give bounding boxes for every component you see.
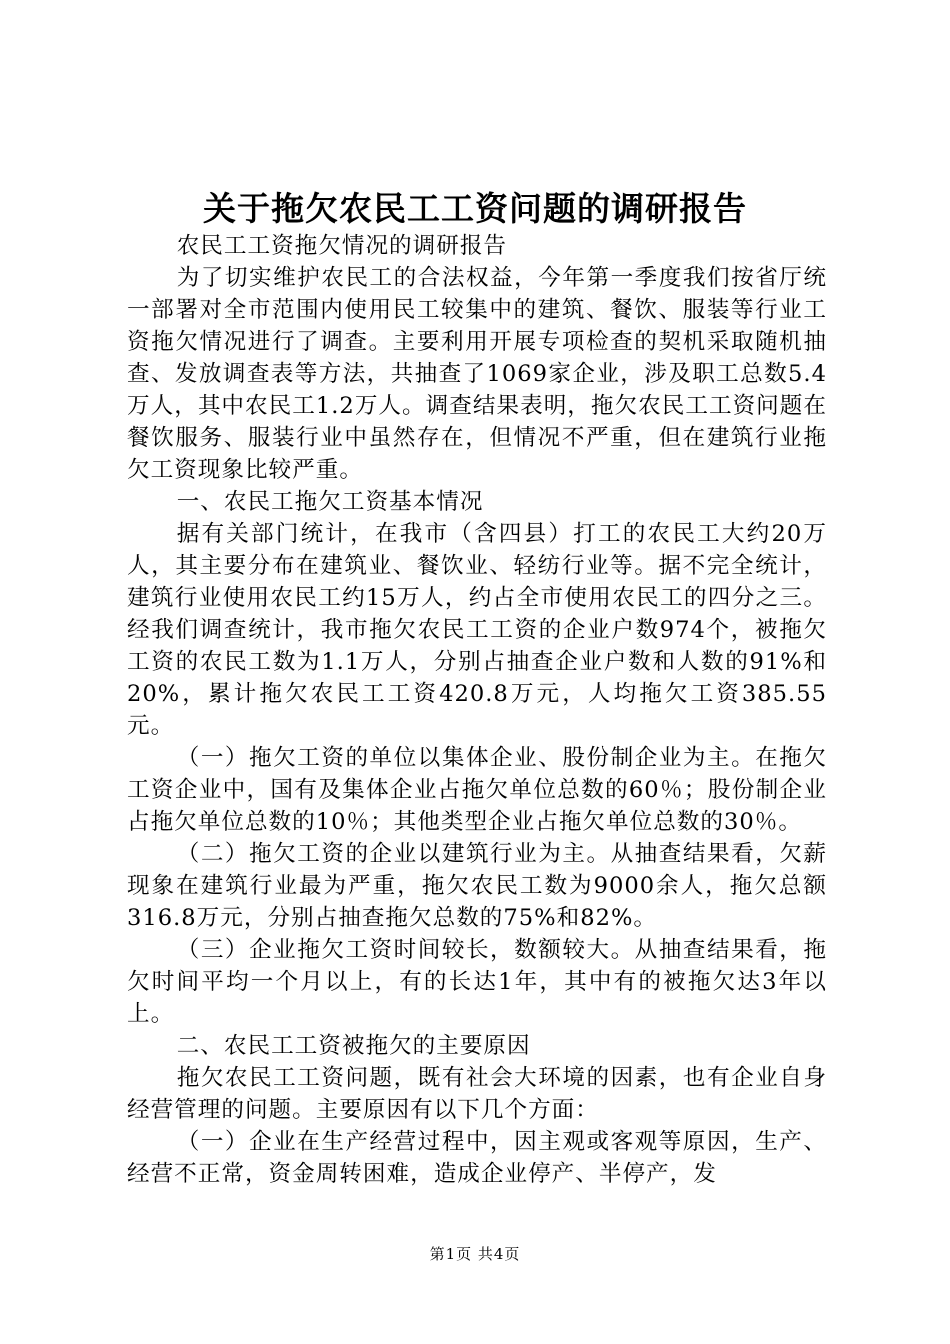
body-paragraph: 据有关部门统计，在我市（含四县）打工的农民工大约20万人，其主要分布在建筑业、餐饮业、轻纺行业等。据不完全统计，建筑行业使用农民工约15万人，约占全市使用农民工的四分之三。经我们调查统计，我市拖欠农民工工资的企业户数974个，被拖欠工资的农民工数为1.1万人，分别占抽查企业户数和人数的91%和20%，累计拖欠农民工工资420.8万元，人均拖欠工资385.55元。 <box>127 521 827 739</box>
document-title: 关于拖欠农民工工资问题的调研报告 <box>203 189 747 228</box>
subtitle-paragraph: 农民工工资拖欠情况的调研报告 <box>176 233 508 259</box>
section-heading-2: 二、农民工工资被拖欠的主要原因 <box>176 1033 531 1059</box>
page-footer: 第1页 共4页 <box>429 1245 521 1263</box>
section-heading-1: 一、农民工拖欠工资基本情况 <box>176 489 484 515</box>
body-paragraph: （三）企业拖欠工资时间较长，数额较大。从抽查结果看，拖欠时间平均一个月以上，有的长达1年，其中有的被拖欠达3年以上。 <box>127 937 827 1027</box>
intro-paragraph: 为了切实维护农民工的合法权益，今年第一季度我们按省厅统一部署对全市范围内使用民工较集中的建筑、餐饮、服装等行业工资拖欠情况进行了调查。主要利用开展专项检查的契机采取随机抽查、发放调查表等方法，共抽查了1069家企业，涉及职工总数5.4万人，其中农民工1.2万人。调查结果表明，拖欠农民工工资问题在餐饮服务、服装行业中虽然存在，但情况不严重，但在建筑行业拖欠工资现象比较严重。 <box>127 265 827 483</box>
body-paragraph: （二）拖欠工资的企业以建筑行业为主。从抽查结果看，欠薪现象在建筑行业最为严重，拖欠农民工数为9000余人，拖欠总额316.8万元，分别占抽查拖欠总数的75%和82%。 <box>127 841 827 931</box>
body-paragraph: （一）拖欠工资的单位以集体企业、股份制企业为主。在拖欠工资企业中，国有及集体企业占拖欠单位总数的60％；股份制企业占拖欠单位总数的10％；其他类型企业占拖欠单位总数的30％。 <box>127 745 827 835</box>
document-body <box>127 230 827 1190</box>
body-paragraph: （一）企业在生产经营过程中，因主观或客观等原因，生产、经营不正常，资金周转困难，造成企业停产、半停产，发 <box>127 1129 827 1187</box>
body-paragraph: 拖欠农民工工资问题，既有社会大环境的因素，也有企业自身经营管理的问题。主要原因有以下几个方面： <box>127 1065 827 1123</box>
